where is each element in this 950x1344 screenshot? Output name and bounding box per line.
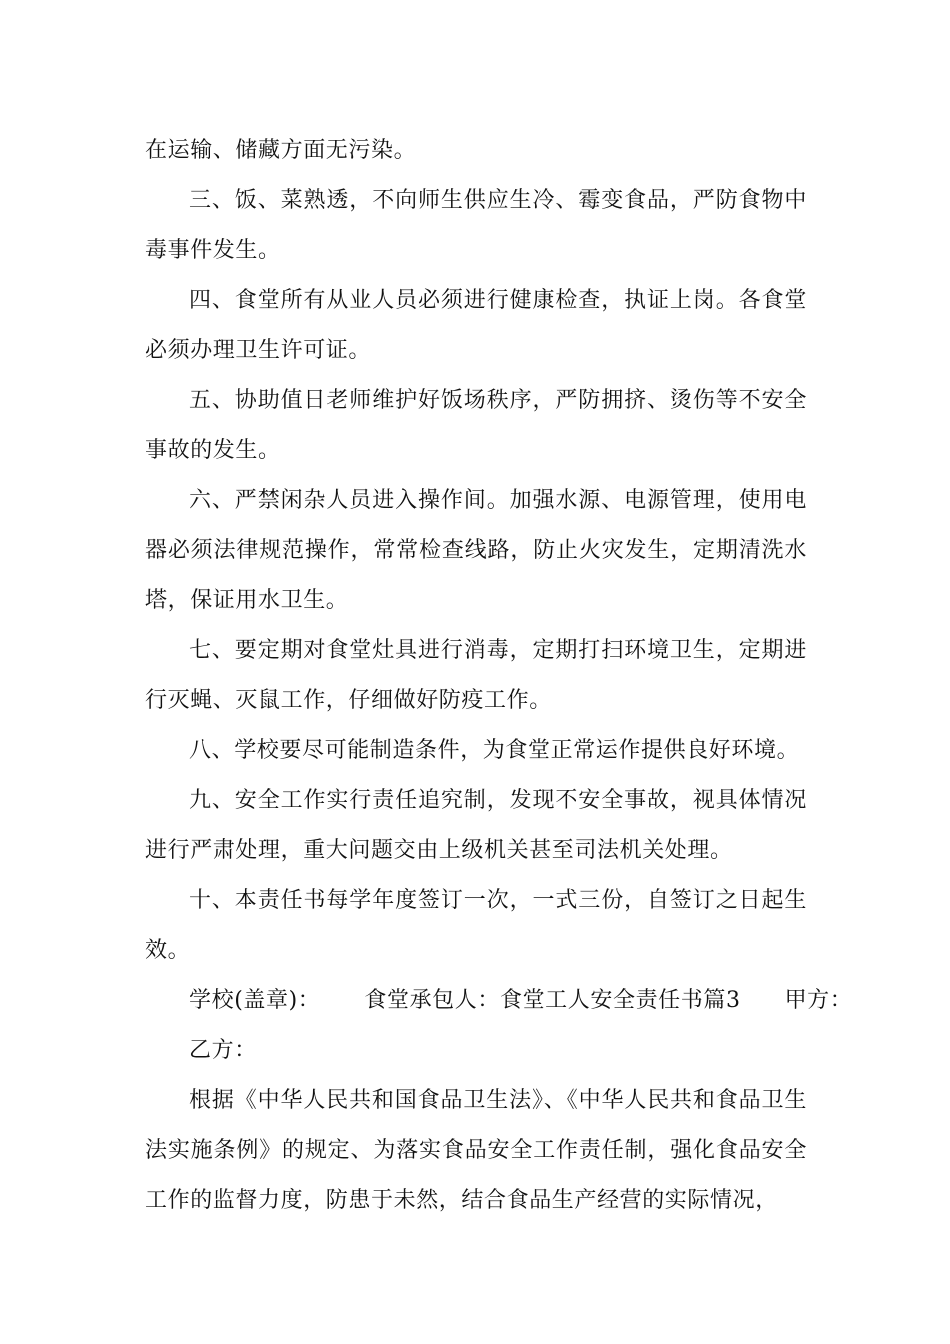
party-b-label: 乙方：: [189, 1038, 257, 1063]
school-seal-label: 学校(盖章)：: [189, 988, 321, 1013]
signature-line: [145, 976, 853, 1026]
paragraph-continuation: 在运输、储藏方面无污染。: [145, 138, 417, 163]
paragraph-item-4: 四、食堂所有从业人员必须进行健康检查，执证上岗。各食堂必须办理卫生许可证。: [145, 288, 807, 363]
paragraph-item-7: 七、要定期对食堂灶具进行消毒，定期打扫环境卫生，定期进行灭蝇、灭鼠工作，仔细做好防疫工作。: [145, 638, 807, 713]
paragraph-item-10: 十、本责任书每学年度签订一次，一式三份，自签订之日起生效。: [145, 888, 807, 963]
paragraph-item-3: 三、饭、菜熟透，不向师生供应生冷、霉变食品，严防食物中毒事件发生。: [145, 188, 807, 263]
document-body: [145, 126, 853, 1226]
paragraph-item-8: 八、学校要尽可能制造条件，为食堂正常运作提供良好环境。: [189, 738, 800, 763]
paragraph-item-9: 九、安全工作实行责任追究制，发现不安全事故，视具体情况进行严肃处理，重大问题交由上级机关甚至司法机关处理。: [145, 788, 807, 863]
closing-paragraph: 根据《中华人民共和国食品卫生法》、《中华人民共和食品卫生法实施条例》的规定、为落实食品安全工作责任制，强化食品安全工作的监督力度，防患于未然，结合食品生产经营的实际情况，: [145, 1088, 807, 1213]
party-a-label: 甲方：: [784, 988, 853, 1013]
contractor-and-title: 食堂承包人：食堂工人安全责任书篇3: [364, 988, 741, 1013]
paragraph-item-5: 五、协助值日老师维护好饭场秩序，严防拥挤、烫伤等不安全事故的发生。: [145, 388, 807, 463]
paragraph-item-6: 六、严禁闲杂人员进入操作间。加强水源、电源管理，使用电器必须法律规范操作，常常检查线路，防止火灾发生，定期清洗水塔，保证用水卫生。: [145, 488, 807, 613]
